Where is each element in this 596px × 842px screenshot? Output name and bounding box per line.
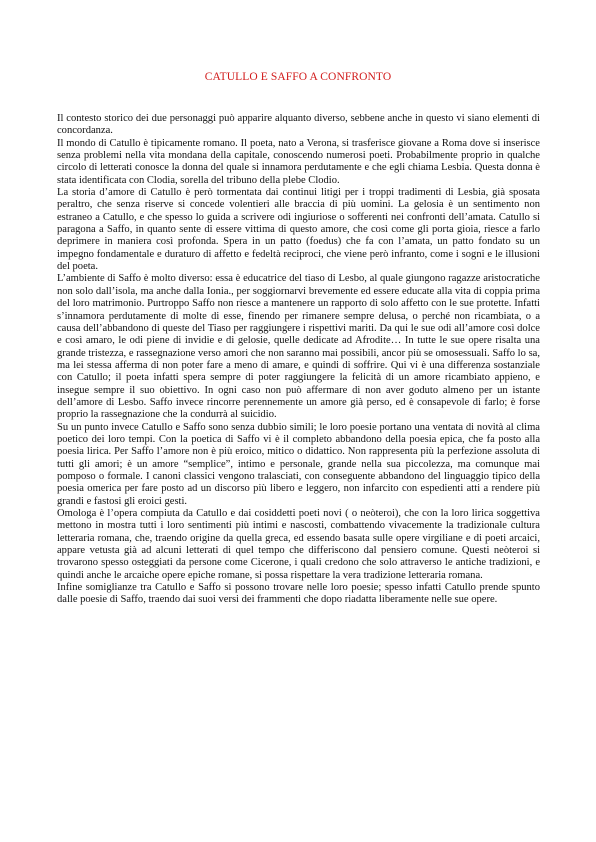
paragraph-catullo-love: La storia d’amore di Catullo è però tormentata dai continui litigi per i troppi tradimenti di Lesbia, già sposata peraltro, che senza riserve si concede volentieri alle braccia di più uomini. La gelosia è un sentimento non estraneo a Catullo, e che spesso lo guida a scrivere odi ingiuriose o sofferenti nei confronti dell’amata. Catullo si paragona a Saffo, in quanto sente di essere vittima di questo amore, che così come gli porta gioia, riesce a farlo deprimere in maniera così profonda. Spera in un patto (foedus) che fa con l’amata, un patto fondato su un impegno fondamentale e duraturo di affetto e fedeltà reciproci, che viene però infranto, come i sogni e le illusioni del poeta.	[57, 187, 540, 273]
paragraph-neoteroi: Omologa è l’opera compiuta da Catullo e dai cosiddetti poeti novi ( o neòteroi), che con la loro lirica soggettiva mettono in mostra tutti i loro sentimenti più intimi e nascosti, combattendo vivacemente la tradizionale cultura letteraria romana, che, traendo origine da quella greca, ed essendo basata sulle opere virgiliane e di poeti arcaici, appare vetusta già ad alcuni letterati di quel tempo che differiscono dal pensiero comune. Questi neòteroi si trovarono spesso osteggiati da persone come Cicerone, i quali credono che solo attraverso le antiche tradizioni, e quindi anche le arcaiche opere epiche romane, si possa rispettare la vera tradizione letteraria romana.	[57, 508, 540, 581]
paragraph-intro: Il contesto storico dei due personaggi può apparire alquanto diverso, sebbene anche in questo vi siano elementi di concordanza.	[57, 113, 540, 137]
paragraph-novelty: Su un punto invece Catullo e Saffo sono senza dubbio simili; le loro poesie portano una ventata di novità al clima poetico dei loro tempi. Con la poetica di Saffo vi è il completo abbandono della poesia epica, che fa posto alla poesia lirica. Per Saffo l’amore non è più eroico, mitico o didattico. Non rappresenta più la perfezione assoluta di tutti gli amori; è un amore “semplice”, intimo e personale, grande nella sua piccolezza, ma comunque mai pomposo o formale. I canoni classici vengono tralasciati, con conseguente abbandono del linguaggio tipico della poesia omerica per fare posto ad un discorso più libero e leggero, non infarcito con espedienti atti a rendere più grandi e fastosi gli eroici gesti.	[57, 421, 540, 507]
document-title: CATULLO E SAFFO A CONFRONTO	[204, 71, 392, 83]
paragraph-conclusion: Infine somiglianze tra Catullo e Saffo si possono trovare nelle loro poesie; spesso infatti Catullo prende spunto dalle poesie di Saffo, traendo dai suoi versi dei frammenti che dopo riadatta liberamente nelle sue opere.	[57, 582, 540, 606]
document-body	[57, 113, 540, 607]
paragraph-catullo-world: Il mondo di Catullo è tipicamente romano. Il poeta, nato a Verona, si trasferisce giovane a Roma dove si inserisce senza problemi nella vita mondana della capitale, conoscendo numerosi poeti. Probabilmente proprio in qualche circolo di letterati conosce la donna del quale si innamora perdutamente e che egli chiama Lesbia. Questa donna è stata identificata con Clodia, sorella del tribuno della plebe Clodio.	[57, 137, 540, 186]
paragraph-saffo-environment: L’ambiente di Saffo è molto diverso: essa è educatrice del tiaso di Lesbo, al quale giungono ragazze aristocratiche non solo dall’isola, ma anche dalla Ionia., per soggiornarvi brevemente ed essere educate alla vita di coppia prima del loro matrimonio. Purtroppo Saffo non riesce a mantenere un rapporto di solo affetto con le sue protette. Infatti s’innamora perdutamente di molte di esse, finendo per rimanere sempre delusa, o perché non ricambiata, o a causa dell’abbandono di queste del Tiaso per raggiungere i rispettivi mariti. Da qui le sue odi all’amore così dolce e così amaro, le odi piene di invidie e di gelosie, quelle dedicate ad Afrodite… In tutte le sue opere risalta una grande tristezza, e rassegnazione verso amori che non saranno mai possibili, ancor più se omosessuali. Saffo lo sa, ma lei stessa afferma di non poter fare a meno di amare, e quindi di soffrire. Qui vi è una differenza sostanziale con Catullo; il poeta infatti spera sempre di poter raggiungere la felicità di un amore ricambiato appieno, e insegue sempre il suo obiettivo. In ogni caso non può affermare di non aver goduto almeno per un istante dell’amore di Lesbo. Saffo invece rincorre perennemente un amore già perso, ed è consapevole di farlo; è forse proprio la rassegnazione che la condurrà al suicidio.	[57, 273, 540, 421]
